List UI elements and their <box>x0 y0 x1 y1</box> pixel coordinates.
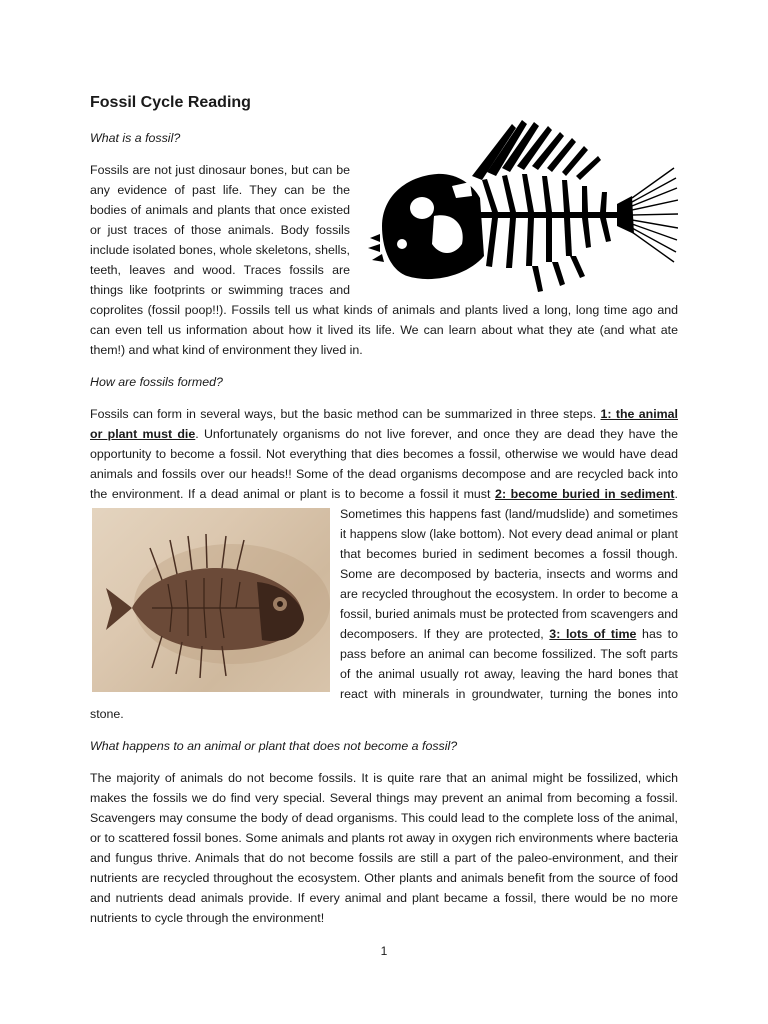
question-heading: What is a fossil? <box>90 131 181 145</box>
step-1-text: 1: the animal or plant must die <box>90 407 679 441</box>
paragraph-text: Fossils can form in several ways, but the basic method can be summarized in three steps. <box>90 407 597 421</box>
page-title: Fossil Cycle Reading <box>90 94 251 111</box>
page-number: 1 <box>380 944 388 958</box>
fish-skeleton-illustration <box>362 116 678 296</box>
step-2-text: 2: become buried in sediment <box>495 487 675 501</box>
paragraph-how-formed <box>90 404 678 724</box>
fossil-fish-photo <box>92 508 330 692</box>
question-heading: How are fossils formed? <box>90 375 223 389</box>
paragraph-not-fossil: The majority of animals do not become fossils. It is quite rare that an animal might be fossilized, which makes the fossils we do find very special. Several things may prevent an animal from becoming a fossil. Scavengers may consume the body of dead organisms. This could lead to the complete loss of the animal, or to scattered fossil bones. Some animals and plants rot away in oxygen rich environments where bacteria and fungus thrive. Animals that do not become fossils are still a part of the paleo-environment, and their nutrients are recycled throughout the ecosystem. Other plants and animals benefit from the source of food and nutrients dead animals provide. If every animal and plant became a fossil, there would be no more nutrients to cycle through the environment! <box>90 771 678 925</box>
document-body <box>90 92 678 940</box>
paragraph-text: has to pass before an animal can become fossilized. The soft parts of the animal usually rot away, leaving the hard bones that react with minerals in groundwater, turning the bones into stone. <box>90 627 678 721</box>
paragraph-what-is-fossil: Fossils are not just dinosaur bones, but can be any evidence of past life. They can be the bodies of animals and plants that once existed or just traces of those animals. Body fossils include isolated bones, whole skeletons, shells, teeth, leaves and wood. Traces fossils are things like footprints or swimming traces and coprolites (fossil poop!!). Fossils tell us what kinds of animals and plants lived a long, long time ago and can even tell us information about how it lived its life. We can learn about what they ate (and what ate them!) and what kind of environment they lived in. <box>90 163 678 357</box>
step-3-text: 3: lots of time <box>549 627 637 641</box>
question-heading: What happens to an animal or plant that does not become a fossil? <box>90 739 458 753</box>
paragraph-text: . Unfortunately organisms do not live forever, and once they are dead they have the opportunity to become a fossil. Not everything that dies becomes a fossil, otherwise we would have dead animals and fossils over our heads!! Some of the dead organisms decompose and are recycled back into the environment. If a dead animal or plant is to become a fossil it must <box>90 427 678 501</box>
paragraph-text: . Sometimes this happens fast (land/mudslide) and sometimes it happens slow (lake bottom). Not every dead animal or plant that becomes buried in sediment becomes a fossil though. Some are decomposed by bacteria, insects and worms and are recycled throughout the ecosystem. In order to become a fossil, buried animals must be protected from scavengers and decomposers. If they are protected, <box>340 487 678 641</box>
